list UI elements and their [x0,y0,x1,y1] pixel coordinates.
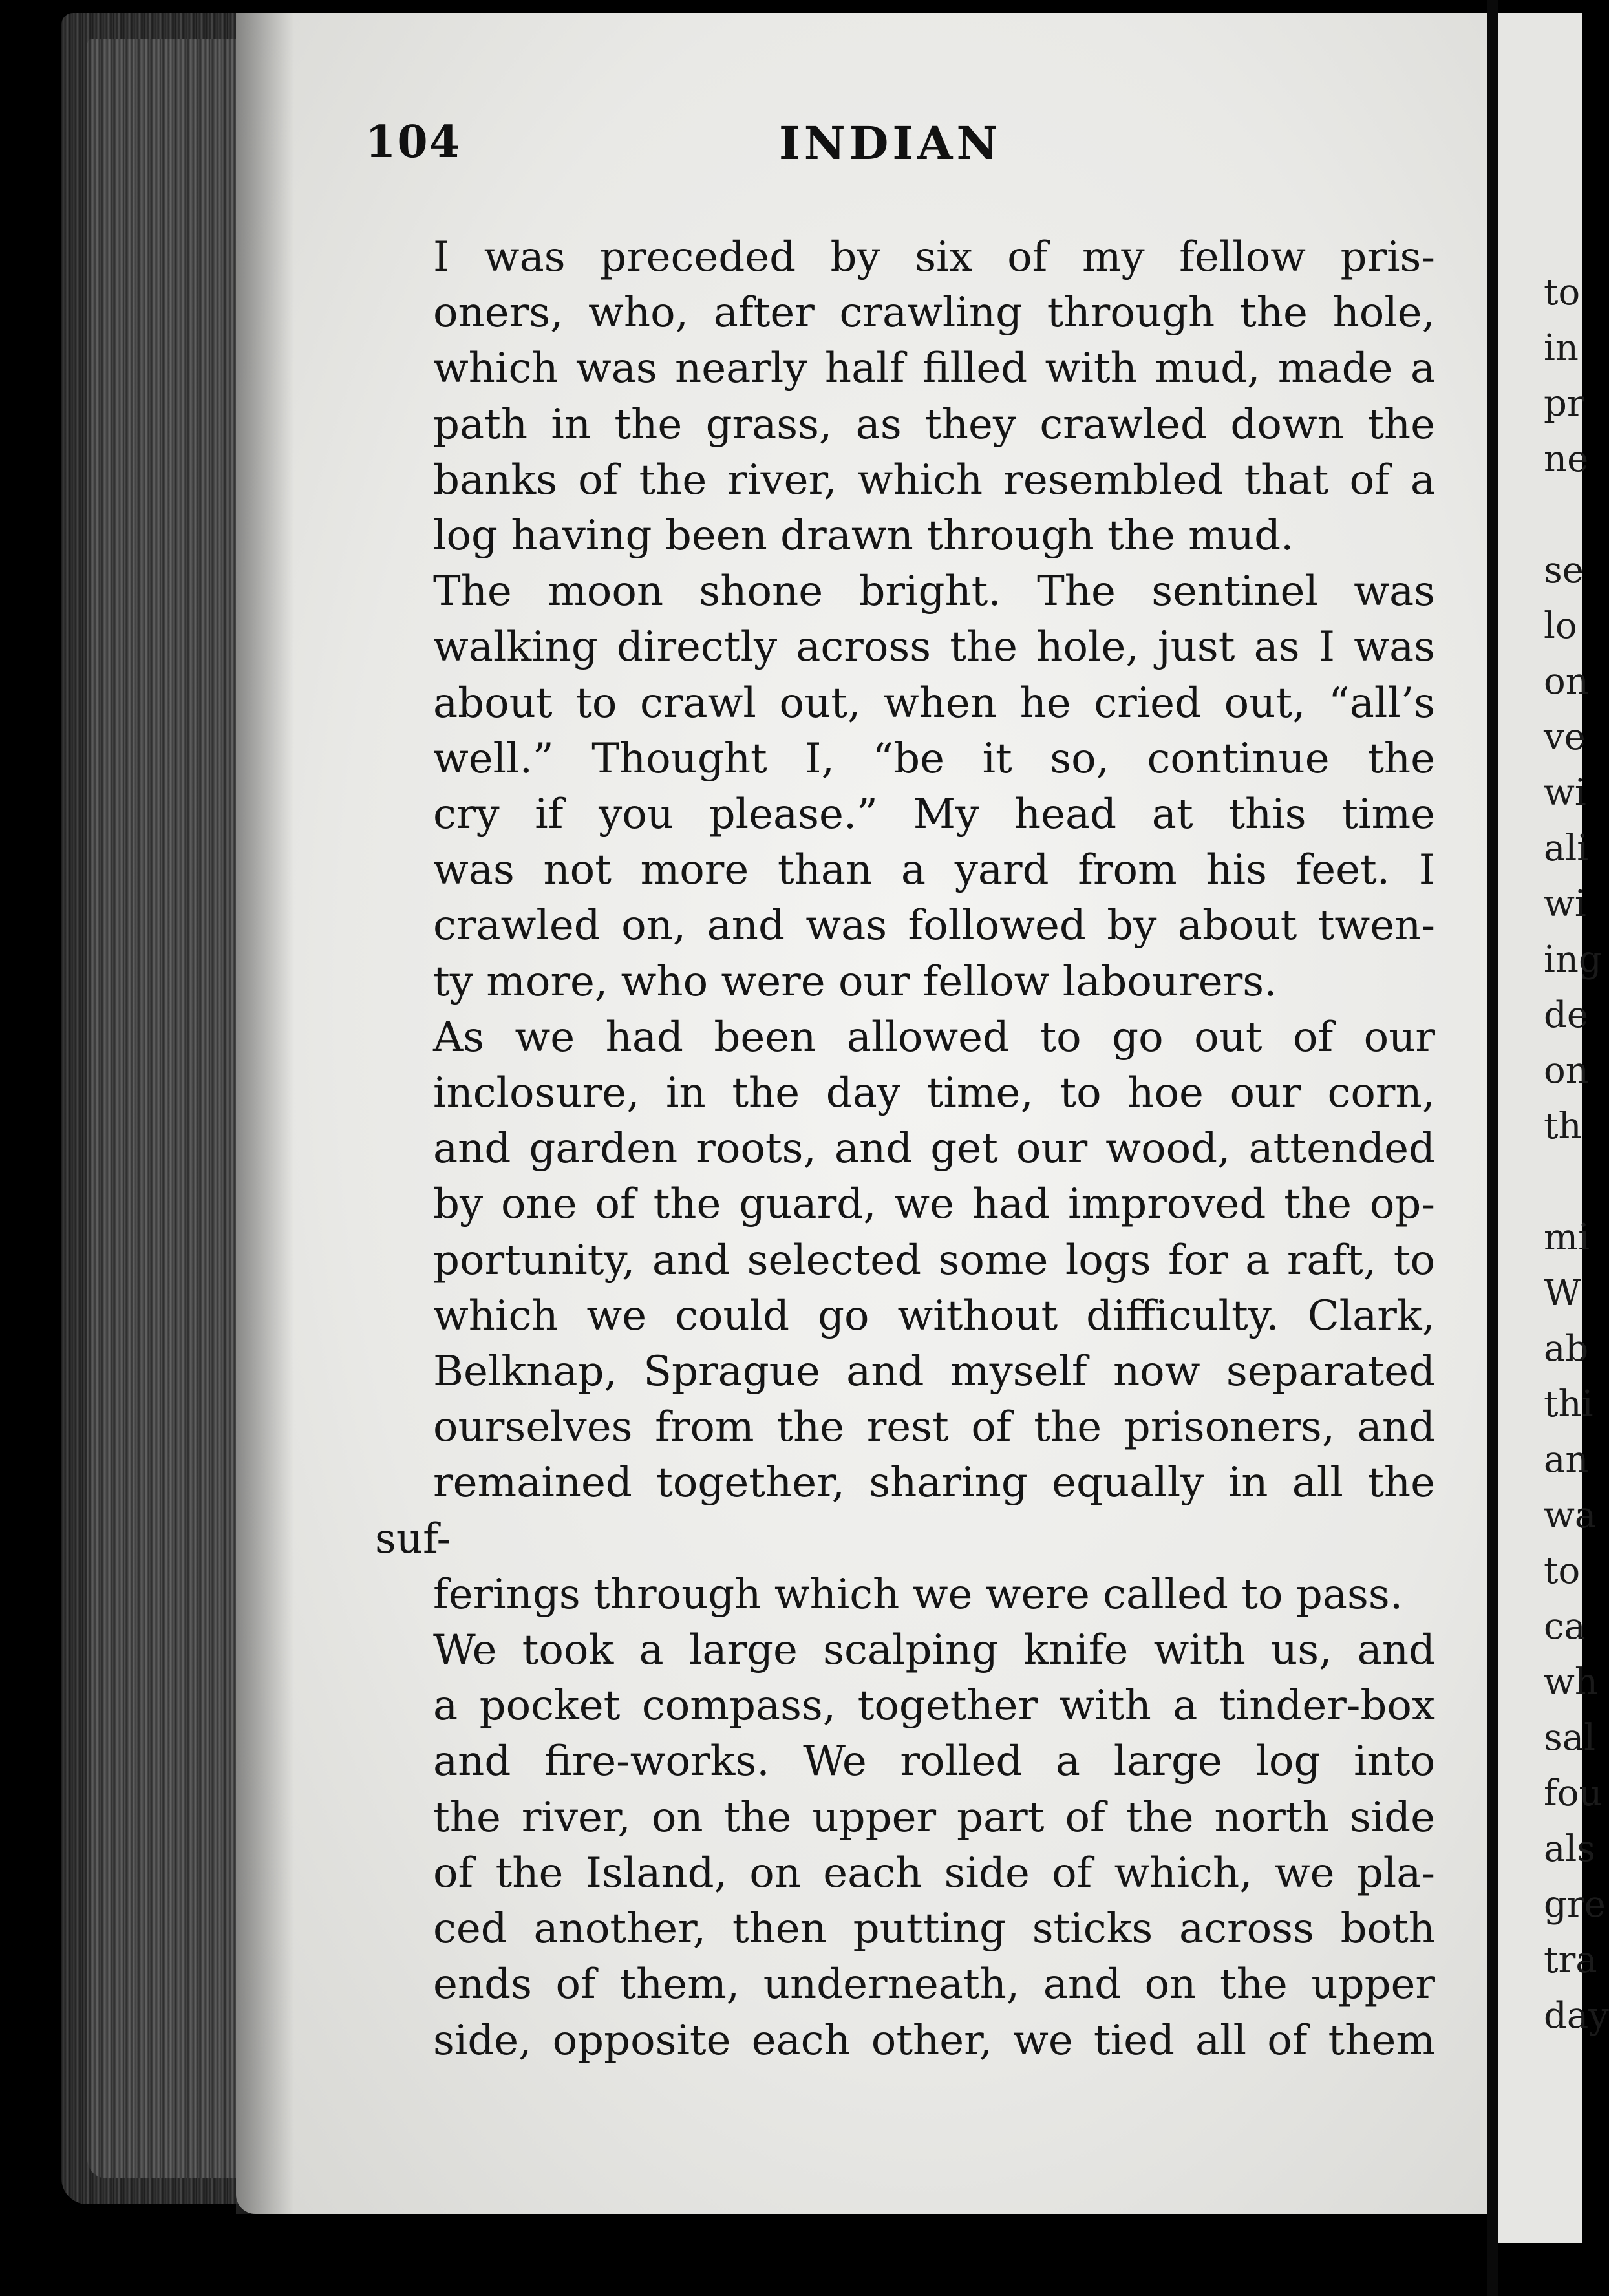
text-line: log having been drawn through the mud. [433,512,1294,560]
facing-page-fragment: thi [1544,1383,1593,1425]
page-gutter-shadow [236,13,294,2214]
facing-page-fragment: sal [1544,1717,1596,1759]
text-line: side, opposite each other, we tied all of them [433,2016,1435,2065]
facing-page-fragment: ne [1544,438,1589,480]
facing-page-fragment: pr [1544,383,1584,425]
facing-page-fragment: ve [1544,716,1586,758]
facing-page-fragment: ca [1544,1606,1586,1648]
facing-page-fragment: wa [1544,1494,1597,1536]
text-line: and garden roots, and get our wood, attended [433,1125,1435,1173]
book-page-edges [61,13,249,2204]
text-line: As we had been allowed to go out of our [433,1013,1435,1061]
facing-page-fragment: day [1544,1995,1609,2037]
text-line: by one of the guard, we had improved the op- [433,1180,1435,1229]
facing-page-fragment [1544,487,1582,543]
facing-page-fragment: ali [1544,827,1589,869]
text-line: ferings through which we were called to pass. [433,1570,1403,1619]
text-line: of the Island, on each side of which, we pla- [433,1849,1435,1897]
text-line: was not more than a yard from his feet. I [433,846,1435,895]
facing-page-fragment: tra [1544,1939,1597,1981]
facing-page-fragment: ing [1544,939,1602,981]
text-line: oners, who, after crawling through the hole, [433,289,1435,337]
text-line: ty more, who were our fellow labourers. [433,957,1277,1006]
text-line: We took a large scalping knife with us, and [433,1626,1435,1675]
facing-page-fragment: th [1544,1105,1582,1147]
facing-page-fragment: wi [1544,883,1586,925]
facing-page-fragment: ab [1544,1328,1589,1370]
center-gutter [1487,0,1498,2296]
paragraph-3 [375,1010,1435,1622]
text-line: inclosure, in the day time, to hoe our corn, [433,1069,1435,1118]
facing-page-fragment: als [1544,1828,1596,1870]
text-line: the river, on the upper part of the north side [433,1793,1435,1842]
text-line: a pocket compass, together with a tinder-box [433,1682,1435,1730]
text-line: ends of them, underneath, and on the upper [433,1961,1435,2009]
facing-page-fragment [1544,1154,1582,1210]
facing-page-fragment: mi [1544,1217,1590,1259]
text-line: ced another, then putting sticks across both [433,1905,1435,1953]
facing-page-fragment: in [1544,327,1579,369]
text-line: walking directly across the hole, just as I was [433,623,1435,672]
text-line: I was preceded by six of my fellow pris- [433,233,1435,281]
facing-page-fragment: on [1544,661,1589,703]
body-text [375,229,1435,2068]
facing-page-fragment: se [1544,549,1584,591]
text-line: cry if you please.” My head at this time [433,791,1435,839]
paragraph-2 [375,564,1435,1010]
facing-page-text [1544,265,1609,2044]
text-line: about to crawl out, when he cried out, “all’s [433,679,1435,727]
text-line: crawled on, and was followed by about twen- [433,902,1435,950]
text-line: Belknap, Sprague and myself now separated [433,1348,1435,1396]
text-line: path in the grass, as they crawled down the [433,400,1435,449]
facing-page-fragment: wh [1544,1661,1598,1703]
page-number: 104 [365,116,461,168]
facing-page-fragment: wi [1544,772,1586,814]
facing-page-fragment: W [1544,1272,1581,1314]
text-line: The moon shone bright. The sentinel was [433,568,1435,616]
facing-page-fragment: to [1544,1550,1581,1592]
running-head [365,116,1432,187]
paragraph-4 [375,1622,1435,2068]
facing-page-fragment: lo [1544,605,1577,647]
facing-page-fragment: fou [1544,1772,1603,1814]
facing-page-fragment: de [1544,994,1588,1036]
page-edges-texture [87,39,242,2178]
text-line: and fire-works. We rolled a large log into [433,1738,1435,1786]
text-line: ourselves from the rest of the prisoners, and [433,1403,1435,1452]
running-title: INDIAN [779,116,1002,170]
facing-page-fragment: gre [1544,1884,1606,1926]
text-line: portunity, and selected some logs for a raft, to [433,1236,1435,1284]
text-line: well.” Thought I, “be it so, continue the [433,734,1435,783]
paragraph-1 [375,229,1435,564]
text-line: remained together, sharing equally in all the suf- [375,1459,1435,1563]
text-line: which we could go without difficulty. Clark, [433,1292,1435,1340]
facing-page-fragment: an [1544,1439,1589,1481]
text-line: banks of the river, which resembled that of a [433,456,1435,504]
text-line: which was nearly half filled with mud, made a [433,345,1435,393]
facing-page-fragment: to [1544,271,1581,314]
facing-page-fragment: on [1544,1050,1589,1092]
